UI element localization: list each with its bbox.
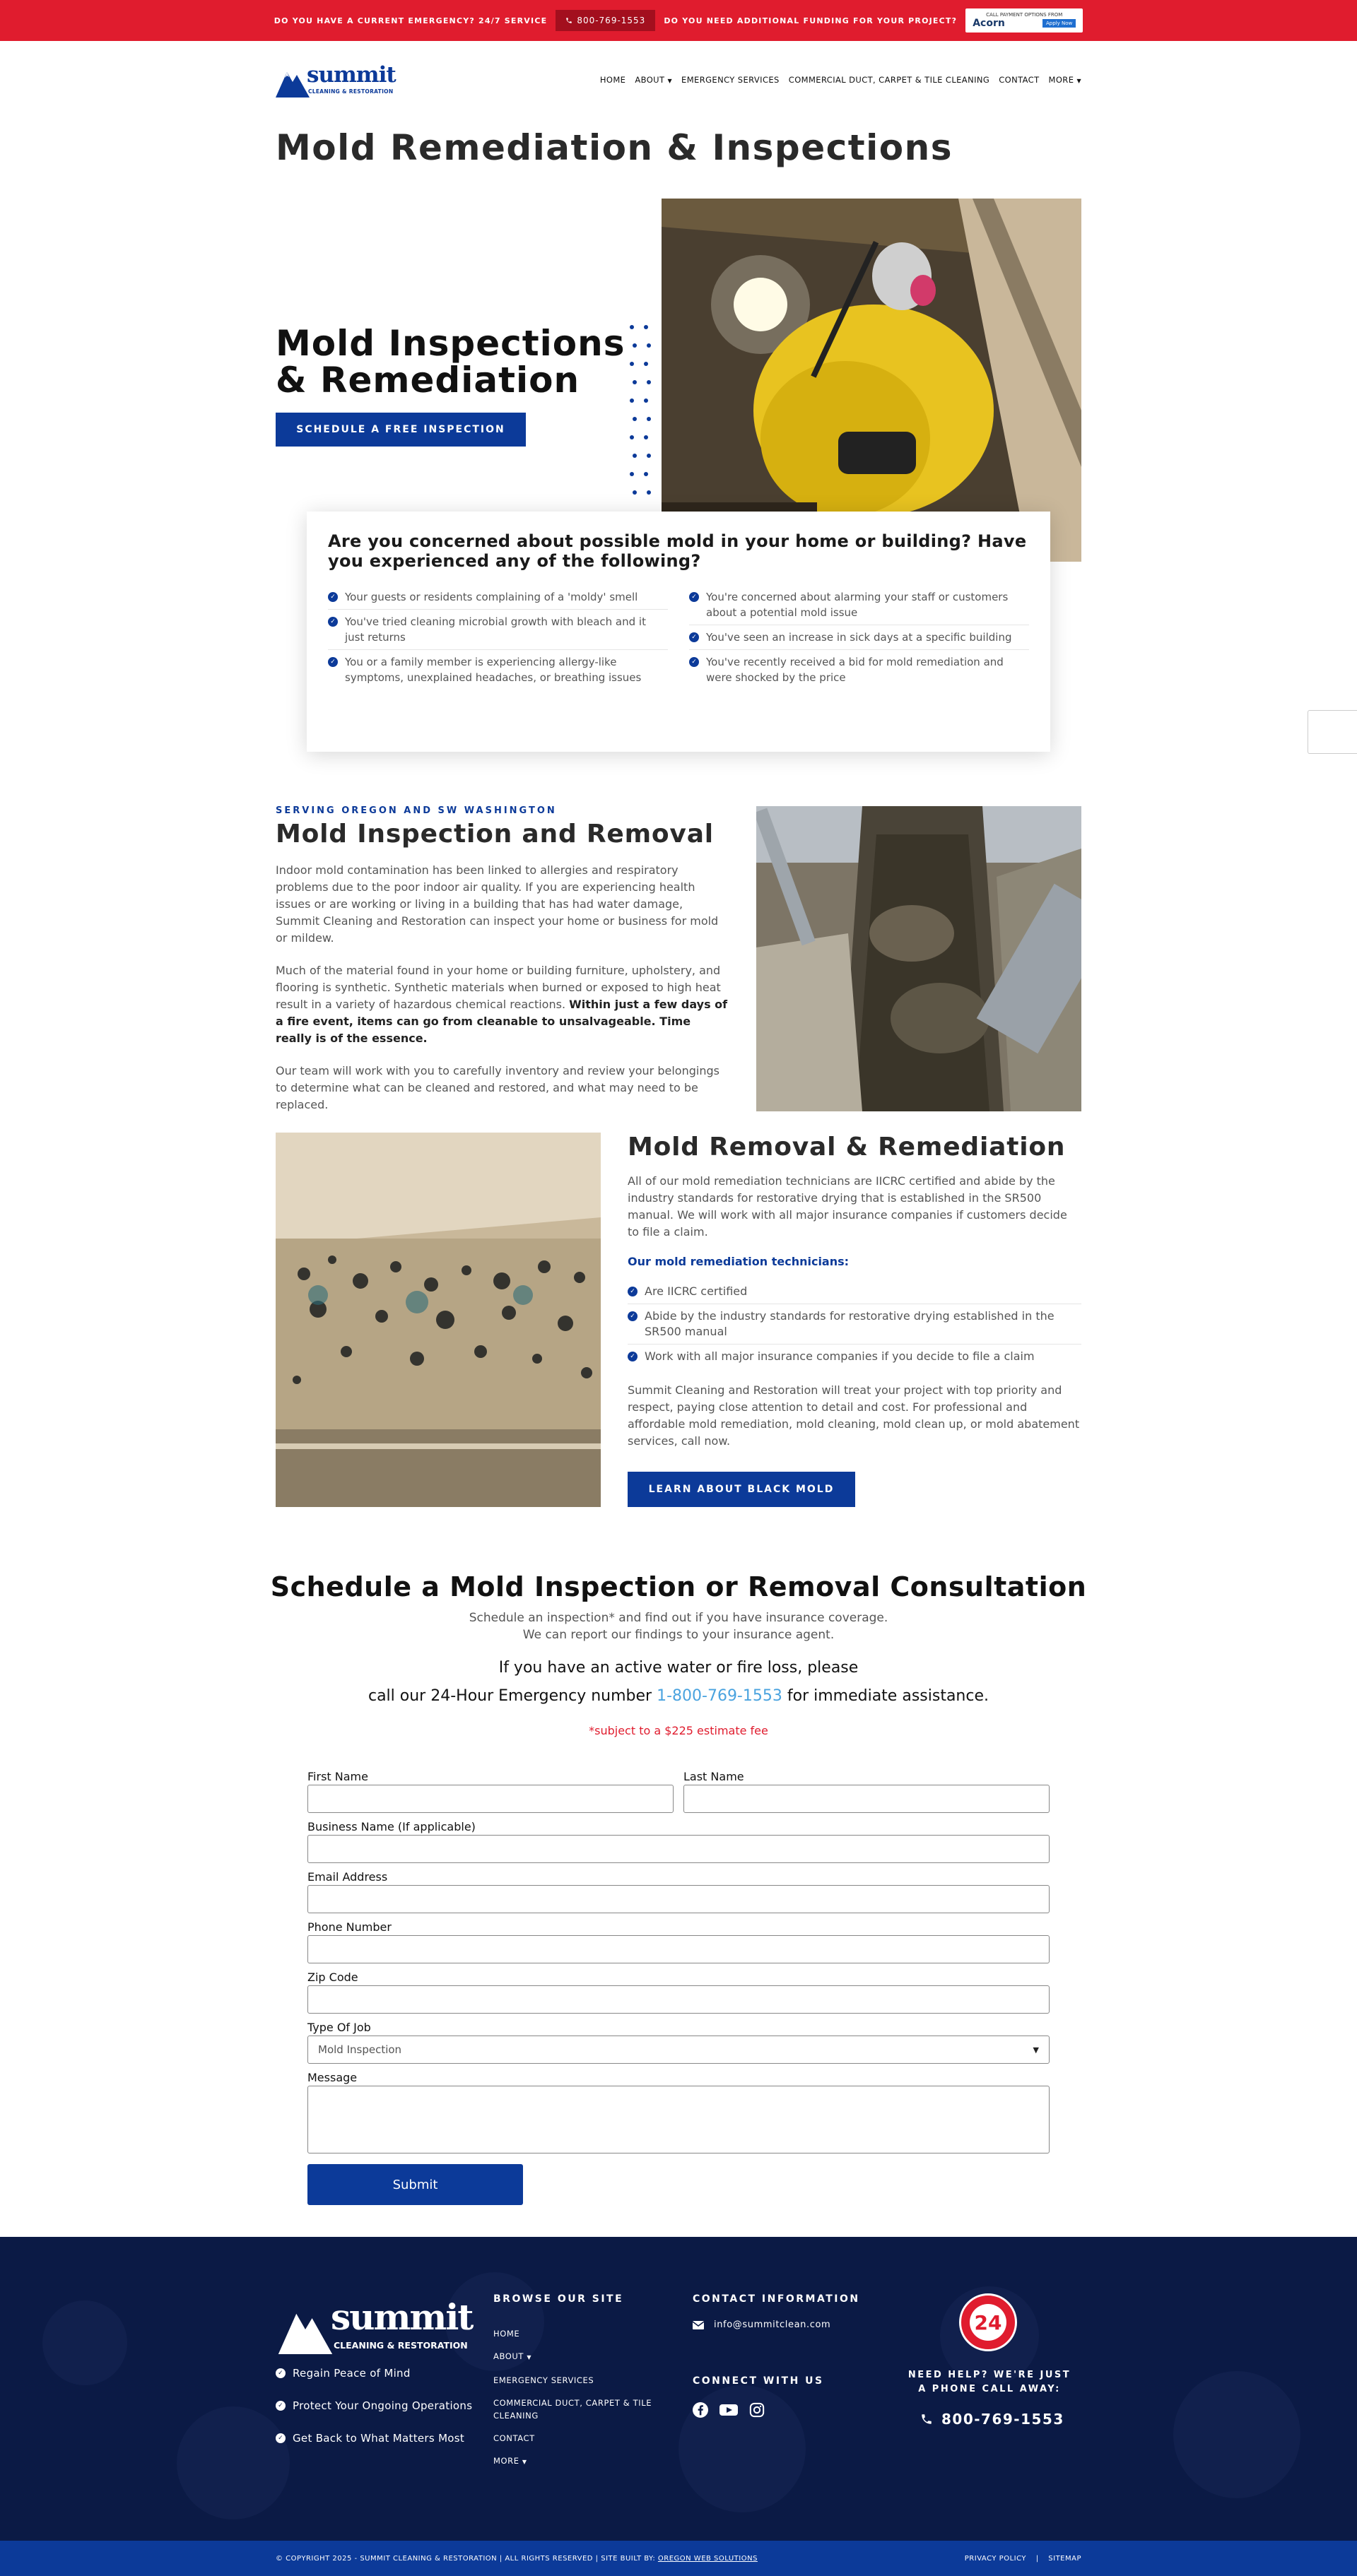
schedule-title: Schedule a Mold Inspection or Removal Consultation [270, 1571, 1087, 1602]
technician-item-text: Abide by the industry standards for restorative drying established in the SR500 manual [645, 1309, 1055, 1338]
check-circle-icon: ✓ [628, 1311, 638, 1321]
schedule-line2: We can report our findings to your insurance agent. [522, 1628, 835, 1642]
mold-wall-photo [276, 1133, 601, 1507]
business-input[interactable] [307, 1835, 1050, 1863]
check-circle-icon: ✓ [328, 592, 338, 602]
footer-phone-number: 800-769-1553 [941, 2411, 1064, 2428]
concern-card [307, 512, 1050, 752]
nav-about[interactable] [635, 75, 672, 85]
footer-link-about-label: ABOUT [493, 2351, 524, 2361]
mold-worker-photo [662, 199, 1081, 562]
phone-label: Phone Number [307, 1920, 392, 1934]
footer-link-more-label: MORE [493, 2456, 519, 2466]
concern-card-title: Are you concerned about possible mold in your home or building? Have you experienced any of the following? [328, 531, 1027, 571]
footer-logo[interactable] [276, 2296, 481, 2354]
nav-home[interactable]: HOME [599, 75, 626, 85]
technician-item [628, 1280, 1081, 1304]
browse-links [493, 2327, 663, 2469]
emergency-line2-post: for immediate assistance. [787, 1687, 989, 1705]
concern-item-text: You've tried cleaning microbial growth with bleach and it just returns [345, 615, 646, 644]
main-nav [600, 75, 1081, 85]
mountain-logo-icon [276, 66, 310, 98]
last-name-label: Last Name [683, 1770, 744, 1783]
nav-about-label: ABOUT [635, 75, 665, 85]
black-mold-button[interactable]: LEARN ABOUT BLACK MOLD [628, 1472, 855, 1507]
footer-bullet [276, 2367, 472, 2380]
nav-more-label: MORE [1048, 75, 1074, 85]
business-label: Business Name (If applicable) [307, 1820, 476, 1833]
inspection-p2-plain: Much of the material found in your home or building furniture, upholstery, and flooring is synthetic. Synthetic materials when burned or exposed to high heat result in a variety of hazardous chemical reactions. [276, 964, 721, 1011]
emergency-line2-pre: call our 24-Hour Emergency number [368, 1687, 652, 1705]
hero-heading-line2: & Remediation [276, 360, 580, 401]
emergency-line2 [0, 1687, 1357, 1705]
acorn-finance-badge[interactable] [965, 8, 1083, 33]
caret-down-icon: ▼ [522, 2459, 527, 2465]
technicians-list [628, 1280, 1081, 1369]
technician-item-text: Work with all major insurance companies if you decide to file a claim [645, 1349, 1035, 1363]
check-circle-icon: ✓ [328, 617, 338, 627]
help-line1: NEED HELP? WE'RE JUST [907, 2370, 1071, 2380]
inspection-p2 [276, 962, 728, 1047]
site-logo[interactable] [276, 62, 396, 98]
nav-commercial-cleaning[interactable]: COMMERCIAL DUCT, CARPET & TILE CLEANING [788, 75, 990, 85]
concern-item-text: You've seen an increase in sick days at a specific building [706, 631, 1012, 644]
first-name-input[interactable] [307, 1785, 674, 1813]
acorn-brand: Acorn [973, 18, 1005, 29]
inspection-p2-bold: Within just a few days of a fire event, items can go from cleanable to unsalvageable. Time really is of the essence. [276, 998, 728, 1045]
footer-email[interactable] [693, 2319, 830, 2332]
footer-logo-tagline: CLEANING & RESTORATION [334, 2340, 468, 2351]
check-circle-icon: ✓ [276, 2433, 286, 2443]
footer-bullet [276, 2399, 472, 2412]
builder-link[interactable]: OREGON WEB SOLUTIONS [657, 2554, 758, 2563]
schedule-line1: Schedule an inspection* and find out if you have insurance coverage. [469, 1611, 888, 1625]
privacy-link[interactable]: PRIVACY POLICY [964, 2554, 1027, 2563]
phone-icon [920, 2413, 933, 2426]
check-circle-icon: ✓ [628, 1287, 638, 1296]
footer-link-about[interactable] [493, 2350, 663, 2364]
social-links [693, 2402, 765, 2418]
concern-item-text: You or a family member is experiencing allergy-like symptoms, unexplained headaches, or breathing issues [345, 656, 642, 684]
help-line2: A PHONE CALL AWAY: [918, 2384, 1061, 2394]
mold-debris-photo [756, 806, 1081, 1111]
submit-button[interactable]: Submit [307, 2164, 523, 2205]
inspection-p3: Our team will work with you to carefully inventory and review your belongings to determine what can be cleaned and restored, and what may need to be replaced. [276, 1064, 719, 1111]
footer-link-emergency[interactable]: EMERGENCY SERVICES [493, 2375, 594, 2385]
acorn-apply-button[interactable]: Apply Now [1042, 19, 1076, 28]
message-textarea[interactable] [307, 2086, 1050, 2153]
concern-list-left [328, 585, 668, 690]
job-type-value: Mold Inspection [318, 2043, 402, 2056]
copyright-text: © COPYRIGHT 2025 - SUMMIT CLEANING & RESTORATION | ALL RIGHTS RESERVED | SITE BUILT BY: [276, 2554, 656, 2563]
phone-icon [565, 17, 572, 24]
technician-item [628, 1345, 1081, 1369]
connect-heading: CONNECT WITH US [693, 2375, 824, 2387]
acorn-small-text: CALL PAYMENT OPTIONS FROM [986, 12, 1063, 18]
topbar-phone-button[interactable] [556, 10, 655, 31]
technician-item [628, 1304, 1081, 1345]
schedule-intro [0, 1609, 1357, 1643]
removal-p2: Summit Cleaning and Restoration will treat your project with top priority and respect, paying close attention to detail and cost. For professional and affordable mold remediation, mold cleaning, mold clean up, or mold abatement services, call now. [628, 1383, 1080, 1448]
emergency-line1: If you have an active water or fire loss, please [498, 1659, 859, 1677]
footer-email-text: info@summitclean.com [714, 2320, 831, 2330]
badge-number: 24 [974, 2310, 1002, 2334]
envelope-icon [693, 2321, 704, 2329]
schedule-inspection-button[interactable]: SCHEDULE A FREE INSPECTION [276, 413, 526, 447]
check-circle-icon: ✓ [328, 657, 338, 667]
footer-phone[interactable] [920, 2411, 1064, 2428]
caret-down-icon: ▼ [527, 2354, 532, 2361]
concern-item [328, 585, 668, 610]
inspection-body [276, 862, 728, 1113]
caret-down-icon: ▼ [667, 78, 673, 84]
nav-more[interactable] [1049, 75, 1081, 85]
technicians-subheading: Our mold remediation technicians: [628, 1255, 850, 1268]
sitemap-link[interactable]: SITEMAP [1048, 2554, 1081, 2563]
footer-logo-name: summit [331, 2296, 473, 2338]
fee-note: *subject to a $225 estimate fee [589, 1724, 768, 1737]
message-label: Message [307, 2071, 358, 2084]
concern-item-text: You've recently received a bid for mold remediation and were shocked by the price [706, 656, 1004, 684]
inspection-p1: Indoor mold contamination has been linked to allergies and respiratory problems due to the poor indoor air quality. If you are experiencing health issues or are working or living in a building that has had water damage, Summit Cleaning and Restoration can inspect your home or business for mold or mildew. [276, 863, 719, 945]
concern-item-text: You're concerned about alarming your staff or customers about a potential mold issue [706, 591, 1009, 619]
legal-links: PRIVACY POLICY | SITEMAP [964, 2554, 1081, 2563]
concern-item [689, 650, 1029, 690]
concern-list-right [689, 585, 1029, 690]
bottom-bar [0, 2541, 1357, 2576]
funding-text: DO YOU NEED ADDITIONAL FUNDING FOR YOUR PROJECT? [664, 16, 958, 25]
footer-bullet-text: Regain Peace of Mind [293, 2367, 411, 2380]
browse-heading: BROWSE OUR SITE [493, 2293, 624, 2305]
concern-item-text: Your guests or residents complaining of a 'moldy' smell [345, 591, 638, 603]
check-circle-icon: ✓ [689, 632, 699, 642]
service-area-eyebrow: SERVING OREGON AND SW WASHINGTON [276, 805, 557, 816]
check-circle-icon: ✓ [628, 1352, 638, 1361]
logo-name: summit [307, 62, 396, 88]
job-type-select[interactable] [307, 2036, 1050, 2064]
zip-input[interactable] [307, 1985, 1050, 2014]
check-circle-icon: ✓ [689, 657, 699, 667]
check-circle-icon: ✓ [689, 592, 699, 602]
job-type-label: Type Of Job [307, 2021, 371, 2034]
emergency-text: DO YOU HAVE A CURRENT EMERGENCY? 24/7 SERVICE [274, 16, 548, 25]
footer-link-home[interactable]: HOME [493, 2329, 520, 2339]
footer-background-pattern [0, 2237, 1357, 2541]
last-name-input[interactable] [683, 1785, 1050, 1813]
instagram-icon[interactable] [749, 2402, 765, 2418]
inspection-title: Mold Inspection and Removal [276, 820, 714, 849]
dot-pattern-decoration [626, 321, 657, 516]
phone-input[interactable] [307, 1935, 1050, 1963]
technician-item-text: Are IICRC certified [645, 1284, 748, 1298]
side-tab-widget[interactable] [1308, 710, 1357, 754]
check-circle-icon: ✓ [276, 2368, 286, 2378]
emergency-phone-link[interactable]: 1-800-769-1553 [657, 1687, 782, 1705]
hero-heading [276, 323, 625, 401]
contact-heading: CONTACT INFORMATION [693, 2293, 860, 2305]
logo-tagline: CLEANING & RESTORATION [308, 88, 394, 95]
help-text [883, 2368, 1095, 2397]
nav-contact[interactable]: CONTACT [999, 75, 1040, 85]
concern-item [689, 585, 1029, 625]
top-bar [0, 0, 1357, 41]
nav-emergency-services[interactable]: EMERGENCY SERVICES [681, 75, 780, 85]
facebook-icon[interactable] [693, 2402, 708, 2418]
concern-item [328, 650, 668, 690]
concern-item [328, 610, 668, 650]
24-hour-service-badge [959, 2293, 1017, 2351]
footer-link-contact[interactable]: CONTACT [493, 2433, 535, 2443]
footer [0, 2237, 1357, 2541]
select-caret-icon: ▼ [1033, 2045, 1039, 2055]
hero-heading-line1: Mold Inspections [276, 323, 625, 364]
footer-bullet [276, 2432, 472, 2445]
first-name-label: First Name [307, 1770, 368, 1783]
email-input[interactable] [307, 1885, 1050, 1913]
zip-label: Zip Code [307, 1971, 358, 1984]
removal-title: Mold Removal & Remediation [628, 1133, 1066, 1162]
removal-p1: All of our mold remediation technicians are IICRC certified and abide by the industry standards for restorative drying that is established in the SR500 manual. We will work with all major insurance companies if customers decide to file a claim. [628, 1174, 1067, 1239]
email-label: Email Address [307, 1870, 388, 1884]
youtube-icon[interactable] [719, 2402, 738, 2418]
footer-link-commercial[interactable]: COMMERCIAL DUCT, CARPET & TILE CLEANING [493, 2398, 652, 2421]
mountain-logo-icon [276, 2305, 335, 2354]
footer-bullet-text: Protect Your Ongoing Operations [293, 2399, 473, 2412]
footer-link-more[interactable] [493, 2454, 663, 2469]
caret-down-icon: ▼ [1076, 78, 1081, 84]
page-title: Mold Remediation & Inspections [276, 127, 953, 168]
topbar-phone-number: 800-769-1553 [577, 16, 646, 25]
footer-bullets [276, 2367, 472, 2445]
footer-bullet-text: Get Back to What Matters Most [293, 2432, 465, 2445]
concern-item [689, 625, 1029, 650]
check-circle-icon: ✓ [276, 2401, 286, 2411]
copyright [276, 2555, 758, 2563]
